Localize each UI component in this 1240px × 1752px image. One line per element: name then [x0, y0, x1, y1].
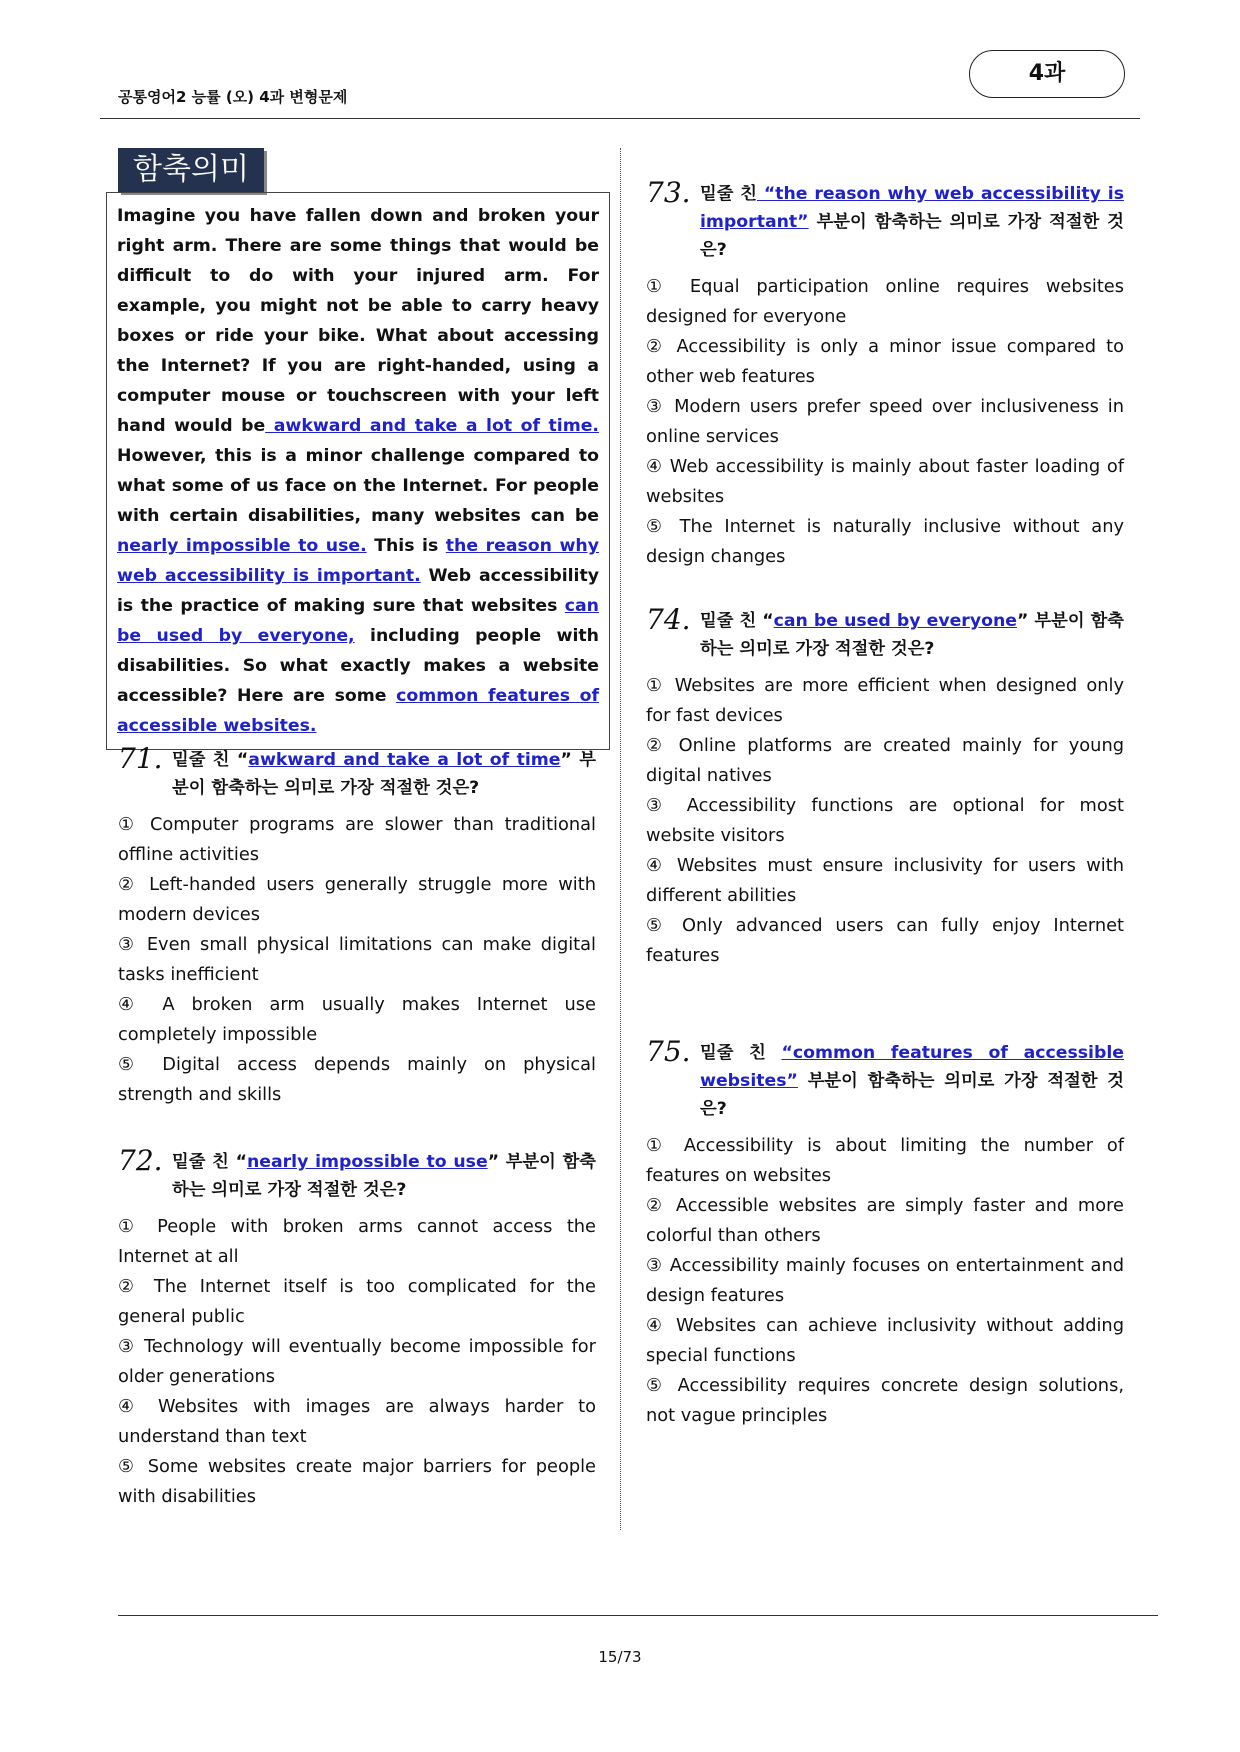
header-title: 공통영어2 능률 (오) 4과 변형문제	[118, 88, 348, 106]
passage-text: including people with disabilities. So what exactly makes a website accessible? Here are some	[117, 626, 599, 706]
option-2: ② Left-handed users generally struggle more with modern devices	[118, 874, 596, 925]
question-number: 71.	[118, 742, 163, 775]
passage-text: However, this is a minor challenge compared to what some of us face on the Internet. For people with certain disabilities, many websites can be	[117, 446, 599, 526]
option-list	[118, 1212, 596, 1512]
question-prompt: 밑줄 친 “awkward and take a lot of time” 부분이 함축하는 의미로 가장 적절한 것은?	[172, 750, 596, 798]
question-prompt: 밑줄 친 “can be used by everyone” 부분이 함축하는 의미로 가장 적절한 것은?	[700, 611, 1124, 659]
question-target: nearly impossible to use	[246, 1152, 488, 1172]
question-prompt: 밑줄 친 “common features of accessible websites” 부분이 함축하는 의미로 가장 적절한 것은?	[700, 1043, 1124, 1119]
question-prompt: 밑줄 친 “the reason why web accessibility is important” 부분이 함축하는 의미로 가장 적절한 것은?	[700, 184, 1124, 260]
option-3: ③ Accessibility functions are optional for most website visitors	[646, 795, 1124, 846]
option-5: ⑤ Some websites create major barriers for people with disabilities	[118, 1456, 596, 1507]
option-4: ④ Web accessibility is mainly about faster loading of websites	[646, 456, 1124, 507]
question-75	[646, 1036, 1124, 1431]
question-73	[646, 177, 1124, 572]
option-5: ⑤ The Internet is naturally inclusive without any design changes	[646, 516, 1124, 567]
option-1: ① Equal participation online requires websites designed for everyone	[646, 276, 1124, 327]
option-1: ① People with broken arms cannot access the Internet at all	[118, 1216, 596, 1267]
underlined-phrase-2: nearly impossible to use.	[117, 536, 367, 556]
question-target: “common features of accessible websites”	[700, 1043, 1124, 1091]
option-2: ② Accessible websites are simply faster and more colorful than others	[646, 1195, 1124, 1246]
question-prompt: 밑줄 친 “nearly impossible to use” 부분이 함축하는 의미로 가장 적절한 것은?	[172, 1152, 596, 1200]
passage-text: Web accessibility is the practice of making sure that websites	[117, 566, 599, 616]
underlined-phrase-3: the reason why web accessibility is important.	[117, 536, 600, 586]
question-number: 75.	[646, 1035, 691, 1068]
option-4: ④ Websites can achieve inclusivity without adding special functions	[646, 1315, 1124, 1366]
underlined-phrase-5: common features of accessible websites.	[117, 686, 599, 736]
option-2: ② Accessibility is only a minor issue compared to other web features	[646, 336, 1124, 387]
lesson-badge: 4과	[969, 50, 1125, 98]
question-number: 74.	[646, 603, 691, 636]
question-74	[646, 604, 1124, 971]
option-list	[646, 1131, 1124, 1431]
option-list	[646, 671, 1124, 971]
option-1: ① Accessibility is about limiting the number of features on websites	[646, 1135, 1124, 1186]
option-3: ③ Technology will eventually become impossible for older generations	[118, 1336, 596, 1387]
option-list	[118, 810, 596, 1110]
question-number: 73.	[646, 176, 691, 209]
option-3: ③ Accessibility mainly focuses on entertainment and design features	[646, 1255, 1124, 1306]
header-divider	[100, 118, 1140, 119]
option-4: ④ Websites with images are always harder to understand than text	[118, 1396, 596, 1447]
option-3: ③ Even small physical limitations can make digital tasks inefficient	[118, 934, 596, 985]
question-71	[118, 743, 596, 1110]
option-4: ④ Websites must ensure inclusivity for users with different abilities	[646, 855, 1124, 906]
option-1: ① Websites are more efficient when designed only for fast devices	[646, 675, 1124, 726]
section-title: 함축의미	[118, 148, 264, 192]
underlined-phrase-1: awkward and take a lot of time.	[265, 416, 599, 436]
question-target: awkward and take a lot of time	[248, 750, 561, 770]
passage-text: This is	[366, 536, 446, 556]
footer-divider	[118, 1615, 1158, 1616]
option-2: ② Online platforms are created mainly for young digital natives	[646, 735, 1124, 786]
option-list	[646, 272, 1124, 572]
passage-box	[106, 192, 610, 750]
option-5: ⑤ Accessibility requires concrete design solutions, not vague principles	[646, 1375, 1124, 1426]
option-2: ② The Internet itself is too complicated for the general public	[118, 1276, 596, 1327]
question-number: 72.	[118, 1144, 163, 1177]
option-1: ① Computer programs are slower than traditional offline activities	[118, 814, 596, 865]
option-5: ⑤ Only advanced users can fully enjoy Internet features	[646, 915, 1124, 966]
option-4: ④ A broken arm usually makes Internet use completely impossible	[118, 994, 596, 1045]
question-target: “the reason why web accessibility is important”	[700, 184, 1124, 232]
page-number: 15/73	[598, 1648, 642, 1666]
passage-text: Imagine you have fallen down and broken your right arm. There are some things that would be difficult to do with your injured arm. For example, you might not be able to carry heavy boxes or ride your bike. What about accessing the Internet? If you are right-handed, using a computer mouse or touchscreen with your left hand would be	[117, 206, 599, 436]
question-target: can be used by everyone	[773, 611, 1017, 631]
option-3: ③ Modern users prefer speed over inclusiveness in online services	[646, 396, 1124, 447]
column-divider	[620, 148, 621, 1530]
option-5: ⑤ Digital access depends mainly on physical strength and skills	[118, 1054, 596, 1105]
question-72	[118, 1145, 596, 1512]
underlined-phrase-4: can be used by everyone,	[117, 596, 599, 646]
